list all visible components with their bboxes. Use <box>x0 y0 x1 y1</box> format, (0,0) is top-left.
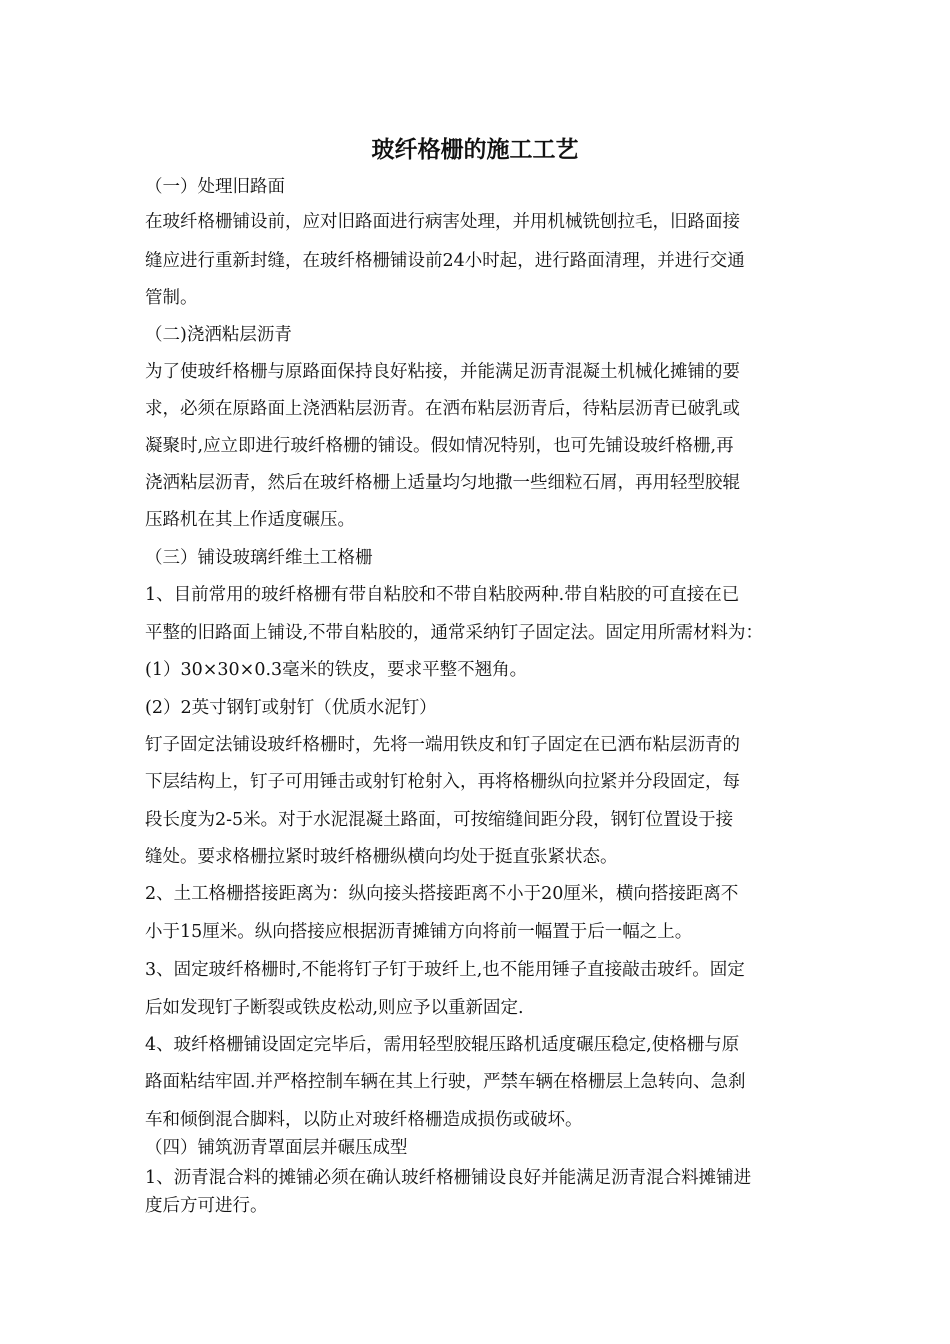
text-line: 1、沥青混合料的摊铺必须在确认玻纤格栅铺设良好并能满足沥青混合料摊铺进 <box>145 1168 752 1188</box>
text-line: 路面粘结牢固.并严格控制车辆在其上行驶，严禁车辆在格栅层上急转向、急刹 <box>145 1072 746 1092</box>
text-line: 4、玻纤格栅铺设固定完毕后，需用轻型胶辊压路机适度碾压稳定,使格栅与原 <box>145 1035 740 1055</box>
text-line: （二)浇洒粘层沥青 <box>145 325 292 345</box>
text-line: 求，必须在原路面上浇洒粘层沥青。在洒布粘层沥青后，待粘层沥青已破乳或 <box>145 399 740 419</box>
text-line: 度后方可进行。 <box>145 1196 268 1216</box>
text-line: 2、土工格栅搭接距离为：纵向接头搭接距离不小于20厘米，横向搭接距离不 <box>145 884 739 904</box>
text-line: 凝聚时,应立即进行玻纤格栅的铺设。假如情况特别，也可先铺设玻纤格栅,再 <box>145 436 734 456</box>
text-line: 在玻纤格栅铺设前，应对旧路面进行病害处理，并用机械铣刨拉毛，旧路面接 <box>145 212 740 232</box>
text-line: 平整的旧路面上铺设,不带自粘胶的，通常采纳钉子固定法。固定用所需材料为： <box>145 623 764 643</box>
text-line: (2）2英寸钢钉或射钉（优质水泥钉） <box>145 698 437 718</box>
text-line: 1、目前常用的玻纤格栅有带自粘胶和不带自粘胶两种.带自粘胶的可直接在已 <box>145 585 740 605</box>
text-line: (1）30×30×0.3毫米的铁皮，要求平整不翘角。 <box>145 660 528 680</box>
text-line: 后如发现钉子断裂或铁皮松动,则应予以重新固定. <box>145 998 524 1018</box>
text-line: 管制。 <box>145 288 198 308</box>
text-line: （三）铺设玻璃纤维土工格栅 <box>145 548 373 568</box>
text-line: （一）处理旧路面 <box>145 177 285 197</box>
text-line: 车和倾倒混合脚料，以防止对玻纤格栅造成损伤或破坏。 <box>145 1110 583 1130</box>
text-line: 浇洒粘层沥青，然后在玻纤格栅上适量均匀地撒一些细粒石屑，再用轻型胶辊 <box>145 473 740 493</box>
text-line: 3、固定玻纤格栅时,不能将钉子钉于玻纤上,也不能用锤子直接敲击玻纤。固定 <box>145 960 745 980</box>
text-line: 压路机在其上作适度碾压。 <box>145 510 355 530</box>
text-line: 段长度为2-5米。对于水泥混凝土路面，可按缩缝间距分段，钢钉位置设于接 <box>145 810 734 830</box>
text-line: 小于15厘米。纵向搭接应根据沥青摊铺方向将前一幅置于后一幅之上。 <box>145 922 693 942</box>
text-line: 为了使玻纤格栅与原路面保持良好粘接，并能满足沥青混凝土机械化摊铺的要 <box>145 362 740 382</box>
text-line: 缝处。要求格栅拉紧时玻纤格栅纵横向均处于挺直张紧状态。 <box>145 847 618 867</box>
text-line: 缝应进行重新封缝，在玻纤格栅铺设前24小时起，进行路面清理，并进行交通 <box>145 251 745 271</box>
text-line: 下层结构上，钉子可用锤击或射钉枪射入，再将格栅纵向拉紧并分段固定，每 <box>145 772 740 792</box>
text-line: （四）铺筑沥青罩面层并碾压成型 <box>145 1138 408 1158</box>
document-title: 玻纤格栅的施工工艺 <box>371 137 579 163</box>
text-line: 钉子固定法铺设玻纤格栅时，先将一端用铁皮和钉子固定在已洒布粘层沥青的 <box>145 735 740 755</box>
